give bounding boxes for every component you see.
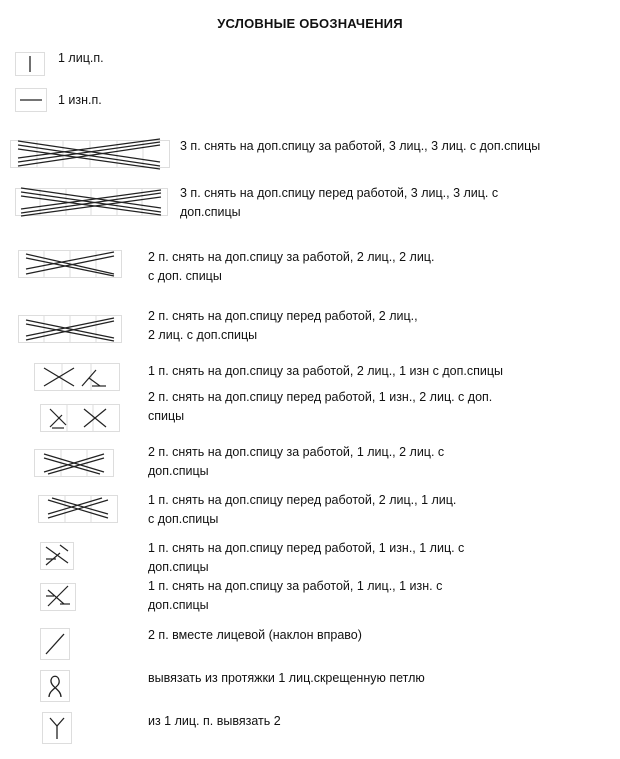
page-title: УСЛОВНЫЕ ОБОЗНАЧЕНИЯ bbox=[217, 16, 403, 31]
legend-item-text bbox=[148, 388, 492, 426]
legend-item-text bbox=[148, 577, 442, 615]
legend-line: доп.спицы bbox=[180, 205, 241, 219]
legend-item-text bbox=[148, 626, 362, 645]
cross-1-1-left-purl-icon bbox=[40, 541, 74, 571]
legend-item-text bbox=[148, 712, 281, 731]
legend-line: 2 п. вместе лицевой (наклон вправо) bbox=[148, 628, 362, 642]
cable-2-1-left-purl-icon bbox=[40, 403, 120, 433]
legend-item-text bbox=[148, 539, 464, 577]
legend-item-text bbox=[148, 491, 456, 529]
legend-line: 1 изн.п. bbox=[58, 93, 102, 107]
legend-line: 3 п. снять на доп.спицу за работой, 3 лиц., 3 лиц. с доп.спицы bbox=[180, 139, 541, 153]
cable-2-1-right-purl-icon bbox=[34, 362, 120, 392]
legend-item-text bbox=[58, 49, 104, 68]
legend-line: с доп.спицы bbox=[148, 512, 219, 526]
k2tog-icon bbox=[40, 628, 70, 660]
legend-item-text bbox=[148, 307, 418, 345]
legend-item-text bbox=[180, 184, 498, 222]
increase-1-to-2-icon bbox=[42, 712, 72, 744]
legend-item-text bbox=[180, 137, 540, 156]
legend-line: 1 п. снять на доп.спицу за работой, 1 лиц., 1 изн. с bbox=[148, 579, 443, 593]
legend-item-text bbox=[58, 91, 102, 110]
legend-line: 1 лиц.п. bbox=[58, 51, 104, 65]
cross-1-1-right-purl-icon bbox=[40, 582, 76, 612]
legend-line: из 1 лиц. п. вывязать 2 bbox=[148, 714, 281, 728]
twisted-loop-icon bbox=[40, 670, 70, 702]
legend-item-text bbox=[148, 669, 425, 688]
legend-item-text bbox=[148, 362, 503, 381]
cable-2-2-right-icon bbox=[18, 248, 122, 280]
legend-line: 2 лиц. с доп.спицы bbox=[148, 328, 258, 342]
legend-line: с доп. спицы bbox=[148, 269, 222, 283]
legend-line: доп.спицы bbox=[148, 560, 209, 574]
legend-line: доп.спицы bbox=[148, 464, 209, 478]
legend-line: 3 п. снять на доп.спицу перед работой, 3 лиц., 3 лиц. с bbox=[180, 186, 499, 200]
legend-line: 1 п. снять на доп.спицу перед работой, 2 лиц., 1 лиц. bbox=[148, 493, 457, 507]
cable-2-2-left-icon bbox=[18, 312, 122, 346]
cable-1-2-left-icon bbox=[38, 494, 118, 524]
legend-line: спицы bbox=[148, 409, 185, 423]
legend-line: 2 п. снять на доп.спицу за работой, 2 лиц., 2 лиц. bbox=[148, 250, 435, 264]
legend-line: 2 п. снять на доп.спицу за работой, 1 лиц., 2 лиц. с bbox=[148, 445, 445, 459]
legend-line: 1 п. снять на доп.спицу за работой, 2 лиц., 1 изн с доп.спицы bbox=[148, 364, 503, 378]
cable-2-1-2-right-icon bbox=[34, 448, 114, 478]
legend-line: вывязать из протяжки 1 лиц.скрещенную петлю bbox=[148, 671, 425, 685]
legend-item-text bbox=[148, 443, 444, 481]
cable-3-3-left-icon bbox=[15, 184, 168, 220]
legend-line: доп.спицы bbox=[148, 598, 209, 612]
legend-line: 1 п. снять на доп.спицу перед работой, 1 изн., 1 лиц. с bbox=[148, 541, 465, 555]
legend-line: 2 п. снять на доп.спицу перед работой, 1 изн., 2 лиц. с доп. bbox=[148, 390, 493, 404]
knit-stitch-icon bbox=[15, 52, 45, 76]
purl-stitch-icon bbox=[15, 88, 47, 112]
cable-3-3-right-icon bbox=[10, 136, 170, 172]
legend-item-text bbox=[148, 248, 434, 286]
legend-line: 2 п. снять на доп.спицу перед работой, 2 лиц., bbox=[148, 309, 418, 323]
